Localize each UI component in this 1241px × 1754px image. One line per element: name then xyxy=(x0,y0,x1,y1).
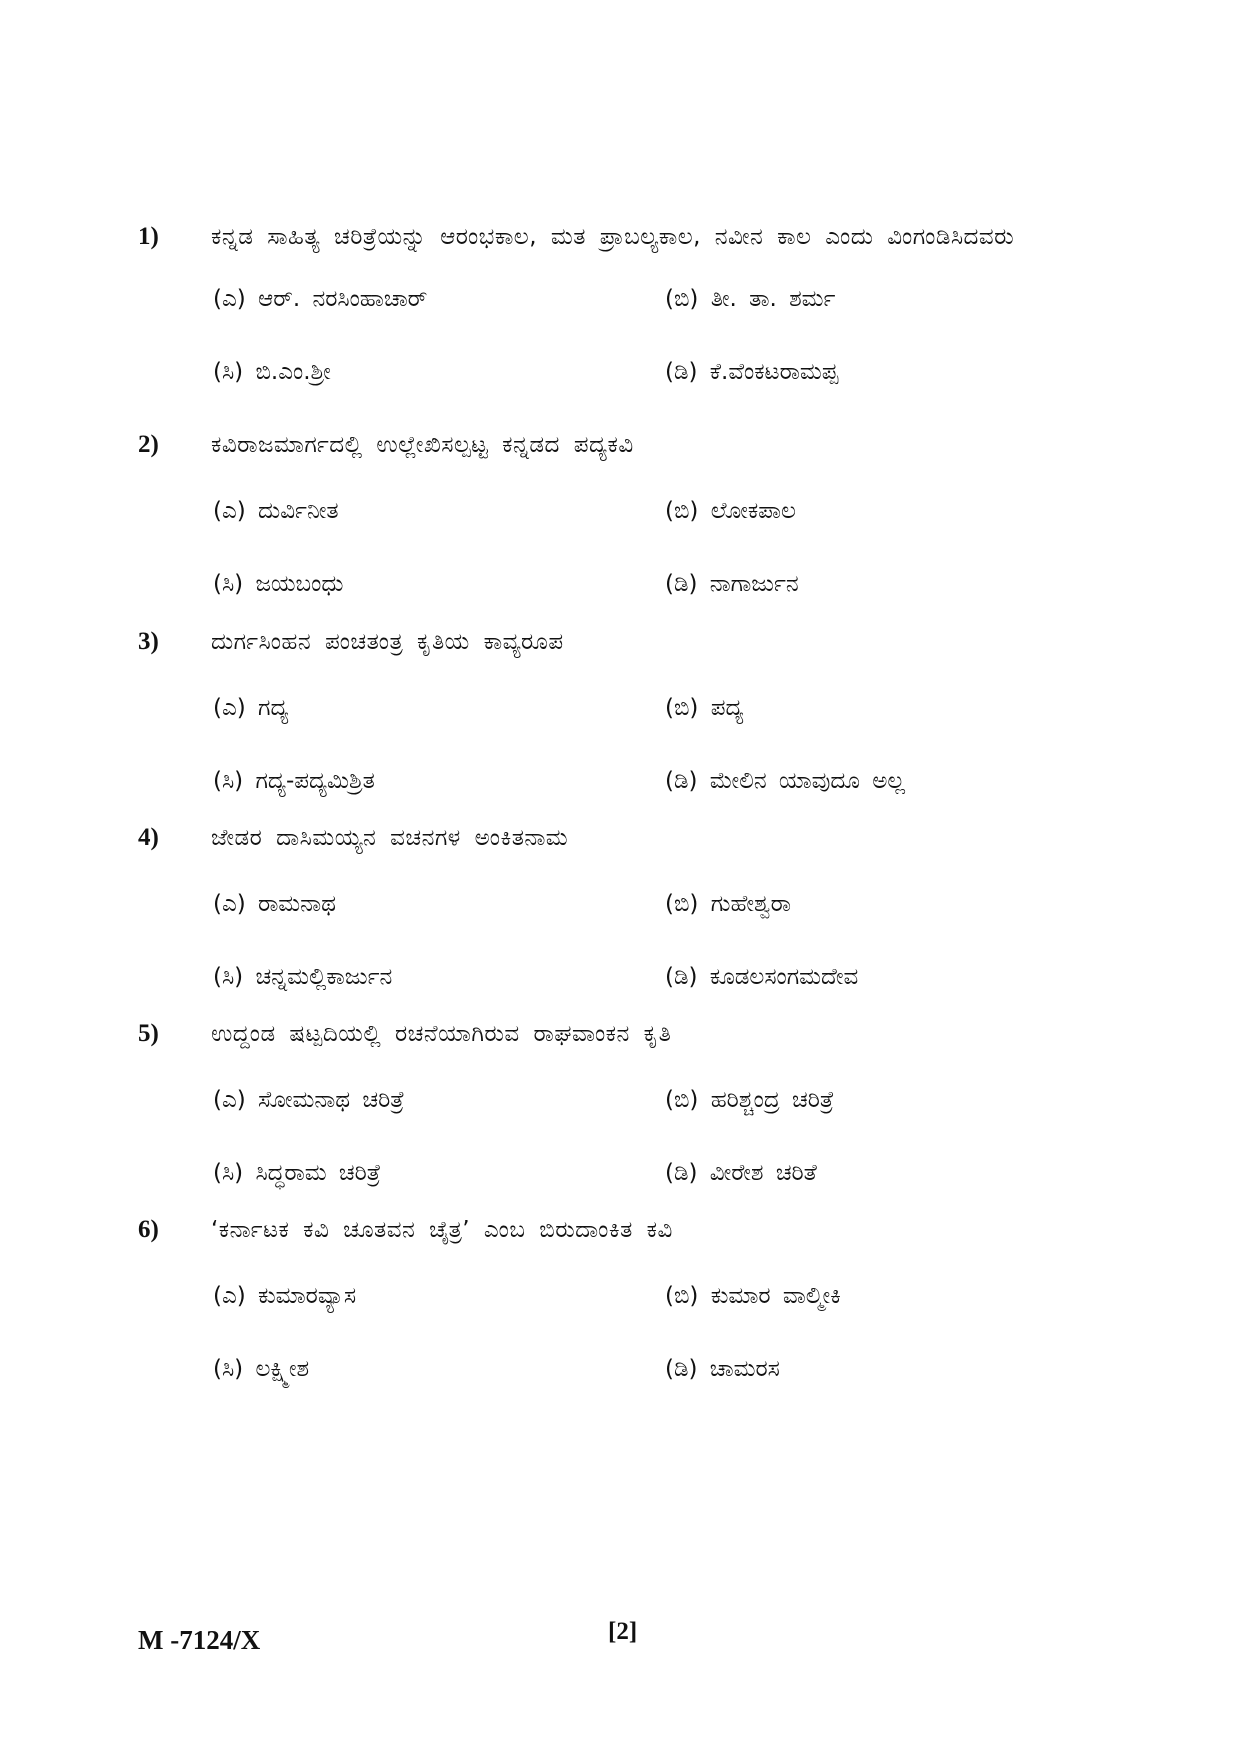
question-number: 2) xyxy=(138,431,159,458)
question-number: 1) xyxy=(138,223,159,250)
option-b: (ಬಿ) ಪದ್ಯ xyxy=(665,695,744,721)
option-d: (ಡಿ) ಮೇಲಿನ ಯಾವುದೂ ಅಲ್ಲ xyxy=(665,768,906,794)
question-row xyxy=(138,212,1098,262)
options-grid xyxy=(213,488,1098,608)
option-a: (ಎ) ಗದ್ಯ xyxy=(213,695,289,721)
option-c: (ಸಿ) ಗದ್ಯ-ಪದ್ಯಮಿಶ್ರಿತ xyxy=(213,768,375,794)
option-c: (ಸಿ) ಚನ್ನಮಲ್ಲಿಕಾರ್ಜುನ xyxy=(213,964,393,990)
options-grid xyxy=(213,1273,1098,1393)
question-number: 5) xyxy=(138,1020,159,1047)
option-d: (ಡಿ) ನಾಗಾರ್ಜುನ xyxy=(665,571,799,597)
option-b: (ಬಿ) ತೀ. ತಾ. ಶರ್ಮ xyxy=(665,286,836,312)
option-b: (ಬಿ) ಲೋಕಪಾಲ xyxy=(665,498,796,524)
option-c: (ಸಿ) ಬಿ.ಎಂ.ಶ್ರೀ xyxy=(213,359,331,385)
options-grid xyxy=(213,1077,1098,1197)
question-text: ಉದ್ದಂಡ ಷಟ್ಪದಿಯಲ್ಲಿ ರಚನೆಯಾಗಿರುವ ರಾಘವಾಂಕನ ಕೃತಿ xyxy=(211,1021,672,1047)
option-a: (ಎ) ದುರ್ವಿನೀತ xyxy=(213,498,339,524)
question-row xyxy=(138,617,1098,667)
paper-code: M -7124/X xyxy=(138,1625,261,1655)
question-3 xyxy=(138,617,1098,805)
question-number: 4) xyxy=(138,824,159,851)
question-text: ದುರ್ಗಸಿಂಹನ ಪಂಚತಂತ್ರ ಕೃತಿಯ ಕಾವ್ಯರೂಪ xyxy=(211,629,564,655)
options-grid xyxy=(213,276,1098,396)
option-c: (ಸಿ) ಜಯಬಂಧು xyxy=(213,571,344,597)
question-row xyxy=(138,420,1098,470)
question-4 xyxy=(138,813,1098,1001)
question-5 xyxy=(138,1009,1098,1197)
question-row xyxy=(138,1205,1098,1255)
option-a: (ಎ) ಕುಮಾರವ್ಯಾಸ xyxy=(213,1283,357,1309)
question-6 xyxy=(138,1205,1098,1393)
option-d: (ಡಿ) ಚಾಮರಸ xyxy=(665,1356,780,1382)
option-c: (ಸಿ) ಸಿದ್ಧರಾಮ ಚರಿತ್ರೆ xyxy=(213,1160,381,1186)
question-text: ಜೇಡರ ದಾಸಿಮಯ್ಯನ ವಚನಗಳ ಅಂಕಿತನಾಮ xyxy=(211,825,569,851)
question-text: ‘ಕರ್ನಾಟಕ ಕವಿ ಚೂತವನ ಚೈತ್ರ’ ಎಂಬ ಬಿರುದಾಂಕಿತ ಕವಿ xyxy=(211,1217,673,1243)
option-d: (ಡಿ) ವೀರೇಶ ಚರಿತೆ xyxy=(665,1160,817,1186)
option-b: (ಬಿ) ಹರಿಶ್ಚಂದ್ರ ಚರಿತ್ರೆ xyxy=(665,1087,834,1113)
question-text: ಕವಿರಾಜಮಾರ್ಗದಲ್ಲಿ ಉಲ್ಲೇಖಿಸಲ್ಪಟ್ಟ ಕನ್ನಡದ ಪದ್ಯಕವಿ xyxy=(211,432,634,458)
option-c: (ಸಿ) ಲಕ್ಷ್ಮೀಶ xyxy=(213,1356,310,1382)
option-b: (ಬಿ) ಗುಹೇಶ್ವರಾ xyxy=(665,891,791,917)
option-a: (ಎ) ಆರ್. ನರಸಿಂಹಾಚಾರ್ xyxy=(213,286,428,312)
question-number: 3) xyxy=(138,628,159,655)
question-row xyxy=(138,813,1098,863)
option-d: (ಡಿ) ಕೆ.ವೆಂಕಟರಾಮಪ್ಪ xyxy=(665,359,839,385)
question-row xyxy=(138,1009,1098,1059)
option-d: (ಡಿ) ಕೂಡಲಸಂಗಮದೇವ xyxy=(665,964,859,990)
option-a: (ಎ) ರಾಮನಾಥ xyxy=(213,891,336,917)
options-grid xyxy=(213,881,1098,1001)
options-grid xyxy=(213,685,1098,805)
question-2 xyxy=(138,420,1098,608)
option-a: (ಎ) ಸೋಮನಾಥ ಚರಿತ್ರೆ xyxy=(213,1087,405,1113)
question-text: ಕನ್ನಡ ಸಾಹಿತ್ಯ ಚರಿತ್ರೆಯನ್ನು ಆರಂಭಕಾಲ, ಮತ ಪ್ರಾಬಲ್ಯಕಾಲ, ನವೀನ ಕಾಲ ಎಂದು ವಿಂಗಂಡಿಸಿದವರು xyxy=(211,224,1015,250)
page-number: [2] xyxy=(608,1618,638,1645)
question-number: 6) xyxy=(138,1216,159,1243)
question-1 xyxy=(138,212,1098,396)
option-b: (ಬಿ) ಕುಮಾರ ವಾಲ್ಮೀಕಿ xyxy=(665,1283,841,1309)
